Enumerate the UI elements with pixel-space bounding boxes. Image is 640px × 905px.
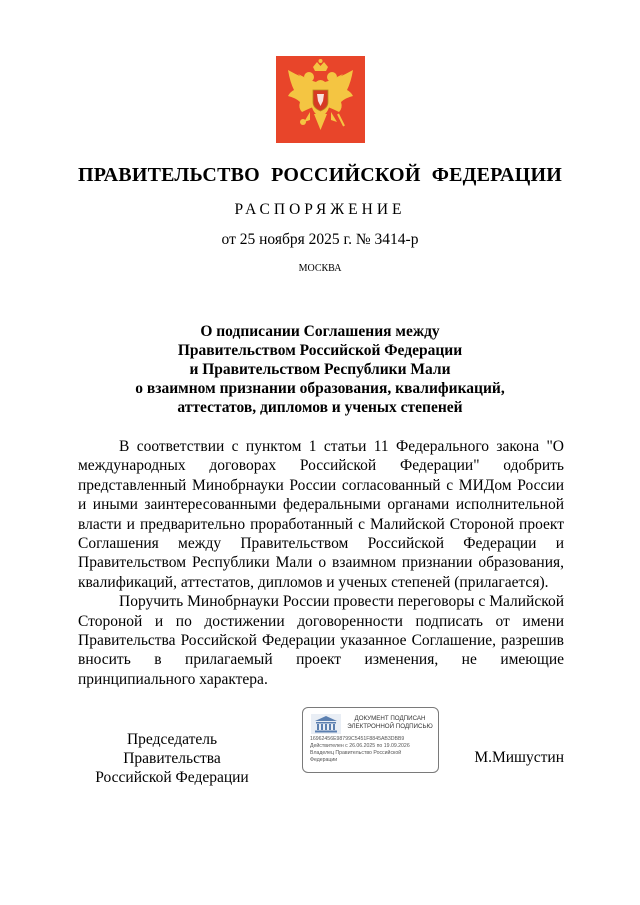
subject-line: о взаимном признании образования, квалификаций, — [135, 380, 505, 397]
document-date-number: от 25 ноября 2025 г. № 3414-р — [221, 231, 419, 248]
electronic-signature-stamp — [302, 707, 439, 773]
document-subject — [0, 322, 640, 417]
subject-line: Правительством Российской Федерации — [177, 342, 463, 359]
signatory-position-line: Российской Федерации — [95, 769, 249, 786]
document-type: РАСПОРЯЖЕНИЕ — [234, 201, 406, 218]
subject-line: и Правительством Республики Мали — [189, 361, 451, 378]
russian-coat-of-arms-icon — [276, 56, 365, 143]
stamp-details — [310, 736, 436, 764]
stamp-heading — [343, 715, 437, 731]
signatory-position — [78, 730, 266, 787]
signatory-name: М.Мишустин — [474, 749, 564, 766]
stamp-certificate: 16962456E98799C5451F8845AB3DBB9 — [310, 736, 405, 742]
document-body — [78, 437, 564, 689]
government-building-icon — [311, 714, 341, 734]
document-city: МОСКВА — [298, 263, 342, 274]
stamp-heading-line: ЭЛЕКТРОННОЙ ПОДПИСЬЮ — [347, 723, 433, 730]
subject-line: О подписании Соглашения между — [200, 323, 440, 340]
stamp-owner: Федерации — [310, 757, 338, 763]
body-paragraph: В соответствии с пунктом 1 статьи 11 Федерального закона "О международных договорах Российской Федерации" одобрить представленный Минобрнауки России согласованный с МИДом России и иными заинтересованными федеральными органами исполнительной власти и предварительно проработанный с Малийской Стороной проект Соглашения между Правительством Российской Федерации и Правительством Республики Мали о взаимном признании образования, квалификаций, аттестатов, дипломов и ученых степеней (прилагается). — [78, 438, 564, 591]
subject-line: аттестатов, дипломов и ученых степеней — [177, 399, 463, 416]
stamp-owner: Владелец Правительство Российской — [310, 750, 402, 756]
government-title: ПРАВИТЕЛЬСТВО РОССИЙСКОЙ ФЕДЕРАЦИИ — [78, 164, 562, 186]
body-paragraph: Поручить Минобрнауки России провести переговоры с Малийской Стороной и по достижении договоренности подписать от имени Правительства Российской Федерации указанное Соглашение, разрешив вносить в прилагаемый проект изменения, не имеющие принципиального характера. — [78, 593, 564, 688]
stamp-heading-line: ДОКУМЕНТ ПОДПИСАН — [354, 715, 426, 722]
stamp-validity: Действителен с 26.06.2025 по 19.09.2026 — [310, 743, 410, 749]
signatory-position-line: Председатель Правительства — [123, 731, 221, 767]
